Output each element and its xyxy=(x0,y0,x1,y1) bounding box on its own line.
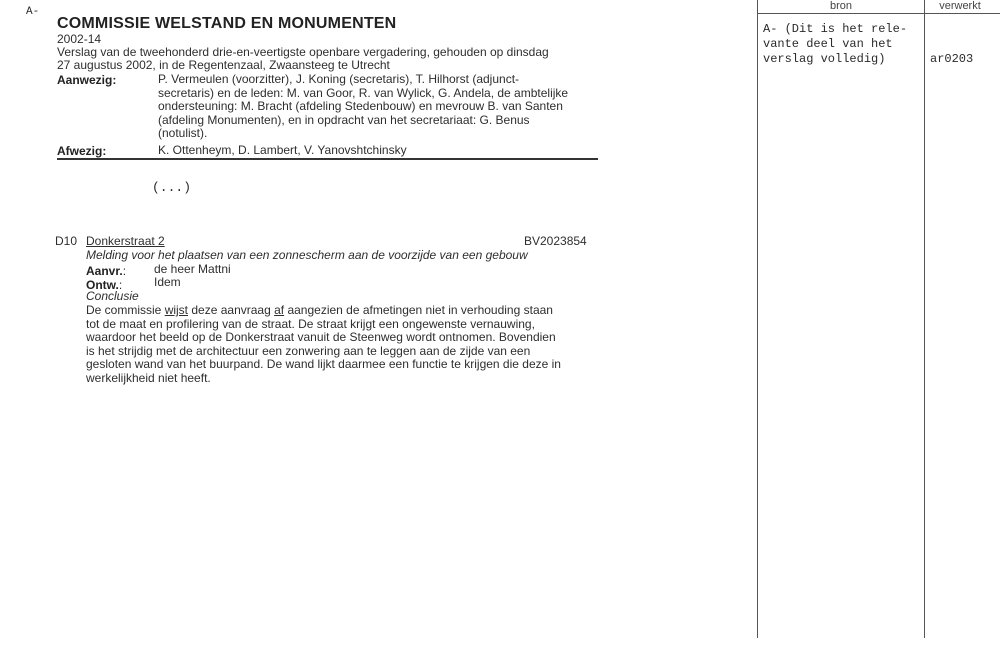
absent-list: K. Ottenheym, D. Lambert, V. Yanovshtchinsky xyxy=(158,143,407,157)
column-divider-left xyxy=(757,0,758,638)
present-line: P. Vermeulen (voorzitter), J. Koning (secretaris), T. Hilhorst (adjunct- xyxy=(158,72,520,86)
column-divider-right xyxy=(924,0,925,638)
header-divider xyxy=(57,158,598,160)
conclusion-verb-af: af xyxy=(274,303,285,317)
conclusion-line xyxy=(86,304,561,318)
present-line: ondersteuning: M. Bracht (afdeling Stedenbouw) en mevrouw B. van Santen xyxy=(158,99,563,113)
report-description-line: 27 augustus 2002, in de Regentenzaal, Zwaansteeg te Utrecht xyxy=(57,58,390,72)
bron-note xyxy=(763,22,907,67)
column-header-rule xyxy=(757,13,1000,14)
bron-header: bron xyxy=(829,0,853,12)
report-description-line: Verslag van de tweehonderd drie-en-veertigste openbare vergadering, gehouden op dinsdag xyxy=(57,45,549,59)
item-subject: Melding voor het plaatsen van een zonnescherm aan de voorzijde van een gebouw xyxy=(86,248,528,262)
report-number: 2002-14 xyxy=(57,32,102,46)
bron-note-line: verslag volledig) xyxy=(763,52,886,66)
conclusion-fragment: deze aanvraag xyxy=(188,303,275,317)
conclusion-text xyxy=(86,304,561,385)
present-label: Aanwezig: xyxy=(57,73,117,87)
applicant-value: de heer Mattni xyxy=(154,262,231,276)
designer-value: Idem xyxy=(154,275,181,289)
present-line: (notulist). xyxy=(158,126,208,140)
applicant-colon: : xyxy=(122,264,127,278)
conclusion-verb-wijst: wijst xyxy=(164,303,189,317)
omission-mark: (...) xyxy=(152,180,192,195)
item-address: Donkerstraat 2 xyxy=(86,234,165,248)
present-line: (afdeling Monumenten), en in opdracht van het secretariaat: G. Benus xyxy=(158,112,530,127)
designer-label: Ontw. xyxy=(86,278,119,292)
conclusion-line: tot de maat en profilering van de straat. De straat krijgt een ongewenste vernauwing, xyxy=(86,316,535,331)
item-code: D10 xyxy=(55,234,78,248)
conclusion-line: is het strijdig met de architectuur een zonwering aan te leggen aan de zijde van een xyxy=(86,343,531,358)
designer-colon: : xyxy=(118,278,123,292)
bron-note-line: vante deel van het xyxy=(763,37,893,51)
present-line: secretaris) en de leden: M. van Goor, R. van Wylick, G. Andela, de ambtelijke xyxy=(158,85,569,100)
item-reference: BV2023854 xyxy=(524,234,587,248)
document-title: COMMISSIE WELSTAND EN MONUMENTEN xyxy=(57,15,397,32)
conclusion-fragment: aangezien de afmetingen niet in verhouding staan xyxy=(284,303,553,317)
present-list xyxy=(158,73,568,141)
conclusion-label: Conclusie xyxy=(86,289,139,303)
absent-label: Afwezig: xyxy=(57,144,107,158)
bron-note-line: A- (Dit is het rele- xyxy=(763,22,908,36)
conclusion-line: werkelijkheid niet heeft. xyxy=(86,370,211,385)
verwerkt-header: verwerkt xyxy=(939,0,981,12)
verwerkt-code: ar0203 xyxy=(930,52,974,66)
conclusion-fragment: De commissie xyxy=(86,303,165,317)
margin-mark: A- xyxy=(26,6,40,18)
conclusion-line: waardoor het beeld op de Donkerstraat vanuit de Steenweg wordt ontnomen. Bovendien xyxy=(86,330,556,344)
applicant-label: Aanvr. xyxy=(86,264,123,278)
conclusion-line: gesloten wand van het buurpand. De wand lijkt daarmee een functie te krijgen die deze in xyxy=(86,357,561,371)
